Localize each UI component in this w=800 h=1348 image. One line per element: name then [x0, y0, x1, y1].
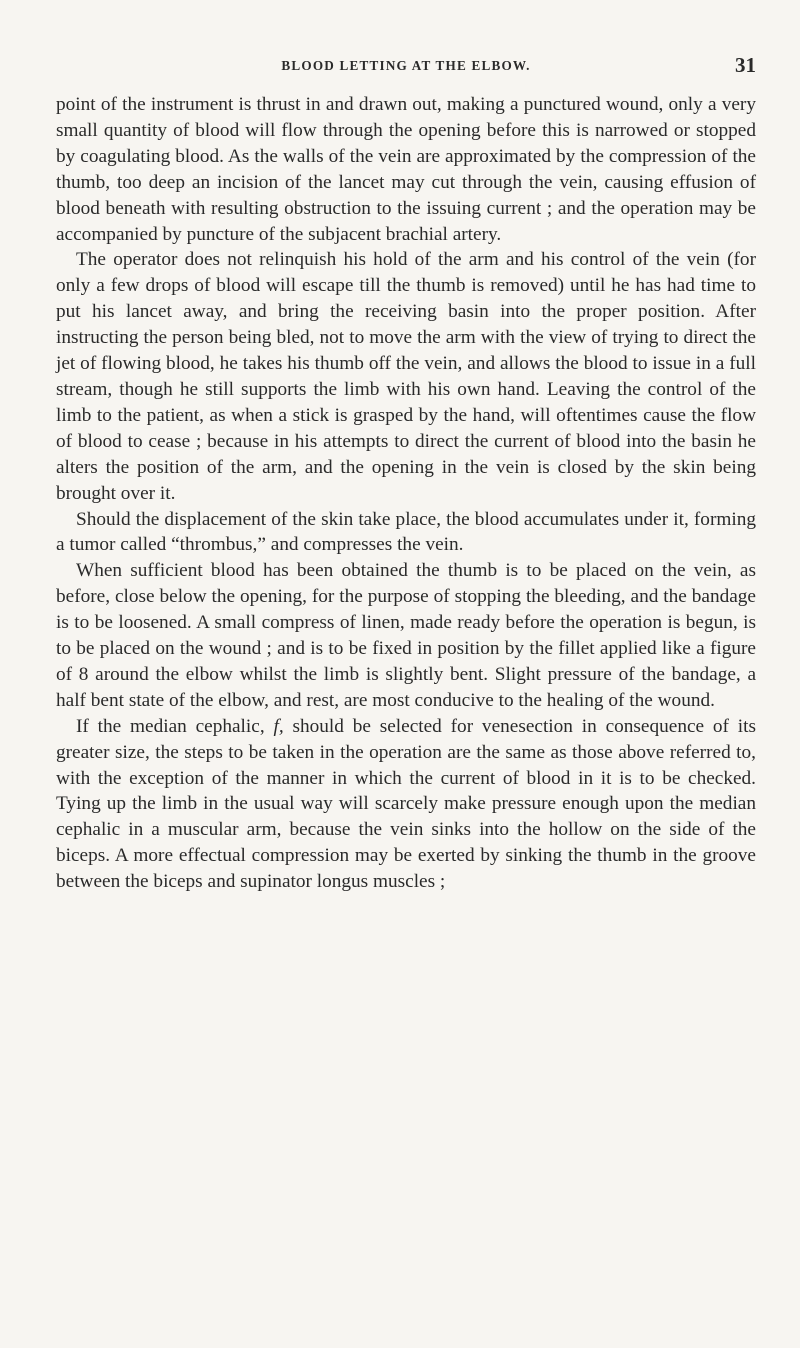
body-text: [56, 92, 756, 895]
paragraph-4: When sufficient blood has been obtained the thumb is to be placed on the vein, as before, close below the opening, for the purpose of stopping the bleeding, and the bandage is to be loosened. A small compress of linen, made ready before the operation is begun, is to be placed on the wound ; and is to be fixed in position by the fillet applied like a figure of 8 around the elbow whilst the limb is slightly bent. Slight pressure of the bandage, a half bent state of the elbow, and rest, are most conducive to the healing of the wound.: [56, 560, 756, 711]
paragraph-1: point of the instrument is thrust in and drawn out, making a punctured wound, only a very small quantity of blood will flow through the opening before this is narrowed or stopped by coagulating blood. As the walls of the vein are approximated by the compression of the thumb, too deep an incision of the lancet may cut through the vein, causing effusion of blood beneath with resulting obstruction to the issuing current ; and the operation may be accompanied by puncture of the subjacent brachial artery.: [56, 94, 756, 245]
running-head: [56, 53, 756, 82]
running-title: BLOOD LETTING AT THE ELBOW.: [281, 58, 531, 73]
paragraph-2: The operator does not relinquish his hold of the arm and his control of the vein (for only a few drops of blood will escape till the thumb is removed) until he has had time to put his lancet away, and bring the receiving basin into the proper position. After instructing the person being bled, not to move the arm with the view of trying to direct the jet of flowing blood, he takes his thumb off the vein, and allows the blood to issue in a full stream, though he still supports the limb with his own hand. Leaving the control of the limb to the patient, as when a stick is grasped by the hand, will oftentimes cause the flow of blood to cease ; because in his attempts to direct the current of blood into the basin he alters the position of the arm, and the opening in the vein is closed by the skin being brought over it.: [56, 249, 756, 504]
paragraph-5: [56, 714, 756, 895]
page-number: 31: [735, 53, 756, 77]
paragraph-5-text-start: If the median cephalic,: [76, 715, 274, 737]
figure-reference-f: f,: [273, 715, 284, 737]
paragraph-3: Should the displacement of the skin take place, the blood accumulates under it, forming a tumor called “thrombus,” and compresses the vein.: [56, 508, 756, 556]
paragraph-5-text-end: should be selected for venesection in consequence of its greater size, the steps to be taken in the operation are the same as those above referred to, with the exception of the manner in which the current of blood in it is to be checked. Tying up the limb in the usual way will scarcely make pressure enough upon the median cephalic in a muscular arm, because the vein sinks into the hollow on the side of the biceps. A more effectual compression may be exerted by sinking the thumb in the groove between the biceps and supinator longus muscles ;: [56, 715, 756, 893]
